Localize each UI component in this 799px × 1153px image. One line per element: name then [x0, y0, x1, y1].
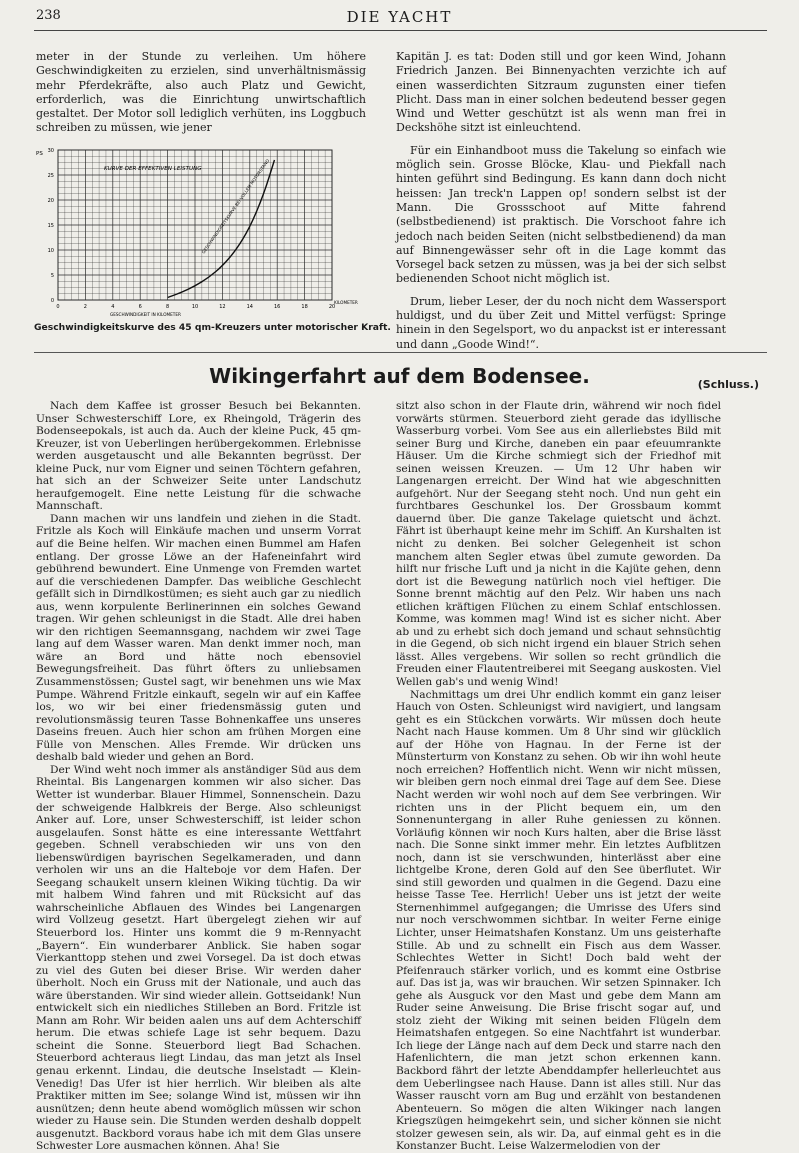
- article-title: Wikingerfahrt auf dem Bodensee.: [209, 364, 590, 388]
- x-tick-label: 8: [166, 304, 170, 310]
- speed-chart: [36, 140, 380, 320]
- x-tick-label: 14: [246, 304, 253, 310]
- speed-chart-svg: [36, 140, 380, 320]
- top-right-paragraph-3: Drum, lieber Leser, der du noch nicht dem Wassersport huldigst, und du über Zeit und Mittel verfügst: Springe hinein in den Segelsport, wo du anpackst ist er interessant und dann „Goode Wind!“.: [396, 294, 726, 351]
- header-rule: [34, 30, 767, 31]
- x-tick-label: 18: [301, 304, 308, 310]
- top-right-paragraph-1: Kapitän J. es tat: Doden still und gor keen Wind, Johann Friedrich Janzen. Bei Binnenyachten verzichte ich auf einen wasserdichten Sitzraum zugunsten einer tiefen Plicht. Dass man in einer solchen bedeutend besser gegen Wind und Wetter geschützt ist als wenn man frei in Deckshöhe sitzt ist einleuchtend.: [396, 50, 726, 135]
- x-tick-label: 6: [138, 304, 142, 310]
- page-number: 238: [36, 8, 61, 23]
- y-tick-label: 30: [47, 148, 54, 154]
- section-rule: [34, 352, 767, 353]
- x-axis-unit: KILOMETER: [334, 300, 358, 305]
- y-tick-label: 5: [50, 273, 54, 279]
- y-tick-label: 25: [47, 173, 54, 179]
- top-right-column: [396, 50, 726, 352]
- running-title: DIE YACHT: [346, 8, 453, 26]
- chart-grid: [58, 150, 332, 300]
- article-right-column: [396, 400, 721, 1153]
- article-left-column: [36, 400, 361, 1153]
- curve-label-2: GESCHWINDIGKEITSKURVE BEI VOLLEM MOTORSTAND: [200, 158, 271, 255]
- x-tick-label: 0: [56, 304, 60, 310]
- y-tick-label: 15: [47, 223, 54, 229]
- x-tick-label: 4: [111, 304, 115, 310]
- x-axis-label: GESCHWINDIGKEIT IN KILOMETER: [110, 312, 181, 317]
- article-paragraph: sitzt also schon in der Flaute drin, während wir noch fidel vorwärts stürmen. Steuerbord zieht gerade das idyllische Wasserburg vorbei. Vom See aus ein allerliebstes Bild mit seiner Burg und Kirche, daneben ein paar efeuumrankte Häuser. Um die Kirche schmiegt sich der Friedhof mit seinen weissen Kreuzen. — Um 12 Uhr haben wir Langenargen erreicht. Der Wind hat wie abgeschnitten aufgehört. Nur der Seegang steht noch. Und nun geht ein furchtbares Geschunkel los. Der Grossbaum kommt dauernd über. Die ganze Takelage quietscht und ächzt. Fährt ist überhaupt keine mehr im Schiff. An Kurshalten ist nicht zu denken. Bei solcher Gelegenheit ist schon manchem alten Segler etwas übel zumute geworden. Da hilft nur frische Luft und ja nicht in die Kajüte gehen, denn dort ist die Bewegung natürlich noch viel heftiger. Die Sonne brennt mächtig auf den Pelz. Wir haben uns nach etlichen kräftigen Flüchen zu einem Schlaf entschlossen. Komme, was kommen mag! Wind ist es sicher nicht. Aber ab und zu erhebt sich doch jemand und schaut sehnsüchtig in die Gegend, ob sich nicht irgend ein blauer Strich sehen lässt. Alles vergebens. Wir sollen so recht gründlich die Freuden einer Flautentreiberei mit Seegang auskosten. Viel Wellen gab's und wenig Wind!: [396, 400, 721, 689]
- x-tick-label: 2: [83, 304, 87, 310]
- chart-ticks: [48, 148, 336, 310]
- y-tick-label: 0: [50, 298, 54, 304]
- x-tick-label: 12: [219, 304, 226, 310]
- article-paragraph: Der Wind weht noch immer als anständiger Süd aus dem Rheintal. Bis Langenargen kommen wir also sicher. Das Wetter ist wunderbar. Blauer Himmel, Sonnenschein. Dazu der schweigende Halbkreis der Berge. Also schleunigst Anker auf. Lore, unser Schwesterschiff, ist leider schon ausgelaufen. Sonst hätte es eine interessante Wettfahrt gegeben. Schnell verabschieden wir uns von den liebenswürdigen bayrischen Segelkameraden, und dann verholen wir uns an die Halteboje vor dem Hafen. Der Seegang schaukelt unsern kleinen Wiking tüchtig. Da wir mit halbem Wind fahren und mit Rücksicht auf das wahrscheinliche Abflauen des Windes bei Langenargen wird Vollzeug gesetzt. Hart übergelegt ziehen wir auf Steuerbord los. Hinter uns kommt die 9 m-Rennyacht „Bayern“. Ein wunderbarer Anblick. Sie haben sogar Vierkanttopp stehen und zwei Vorsegel. Da ist doch etwas zu viel des Guten bei dieser Brise. Wir werden daher überholt. Noch ein Gruss mit der Nationale, und auch das wäre überstanden. Wir sind wieder allein. Gottseidank! Nun entwickelt sich ein niedliches Stilleben an Bord. Fritzle ist Mann am Rohr. Wir beiden aalen uns auf dem Achterschiff herum. Die etwas schiefe Lage ist sehr bequem. Dazu scheint die Sonne. Steuerbord liegt Bad Schachen. Steuerbord achteraus liegt Lindau, das man jetzt als Insel genau erkennt. Lindau, die deutsche Inselstadt — Klein-Venedig! Das Ufer ist hier herrlich. Wir bleiben als alte Praktiker mitten im See; solange Wind ist, müssen wir ihn ausnützen; denn heute abend womöglich müssen wir schon wieder zu Hause sein. Die Stunden werden deshalb doppelt ausgenutzt. Backbord voraus habe ich mit dem Glas unsere Schwester Lore ausmachen können. Aha! Sie: [36, 763, 361, 1153]
- chart-caption: [34, 322, 391, 333]
- x-tick-label: 16: [274, 304, 281, 310]
- article-paragraph: Nachmittags um drei Uhr endlich kommt ein ganz leiser Hauch von Osten. Schleunigst wird navigiert, und langsam geht es ein Stückchen vorwärts. Wir müssen doch heute Nacht nach Hause kommen. Um 8 Uhr sind wir glücklich auf der Höhe von Hagnau. In der Ferne ist der Münsterturm von Konstanz zu sehen. Ob wir ihn wohl heute noch erreichen? Hoffentlich nicht. Wenn wir nicht müssen, wir bleiben gern noch einmal drei Tage auf dem See. Diese Nacht werden wir wohl noch auf dem See verbringen. Wir richten uns in der Plicht bequem ein, um den Sonnenuntergang in aller Ruhe geniessen zu können. Vorläufig können wir noch Kurs halten, aber die Brise lässt nach. Die Sonne sinkt immer mehr. Ein letztes Aufblitzen noch, dann ist sie verschwunden, hinterlässt aber eine lichtgelbe Krone, deren Gold auf den See überflutet. Wir sind still geworden und qualmen in die Gegend. Dazu eine heisse Tasse Tee. Herrlich! Ueber uns ist jetzt der weite Sternenhimmel aufgegangen; die Umrisse des Ufers sind nur noch verschwommen sichtbar. In weiter Ferne einige Lichter, unser Heimatshafen Konstanz. Um uns geisterhafte Stille. Ab und zu schnellt ein Fisch aus dem Wasser. Schlechtes Wetter in Sicht! Doch bald weht der Pfeifenrauch stärker vorlich, und es kommt eine Ostbrise auf. Das ist ja, was wir brauchen. Wir setzen Spinnaker. Ich gehe als Ausguck vor den Mast und gebe dem Mann am Ruder seine Anweisung. Die Brise frischt sogar auf, und stolz zieht der Wiking mit seinen beiden Flügeln dem Heimatshafen entgegen. So eine Nachtfahrt ist wunderbar. Ich liege der Länge nach auf dem Deck und starre nach den Hafenlichtern, die man jetzt schon erkennen kann. Backbord fährt der letzte Abenddampfer hellerleuchtet aus dem Ueberlingsee nach Hause. Dann ist alles still. Nur das Wasser rauscht vorn am Bug und erzählt von bestandenen Abenteuern. So mögen die alten Wikinger nach langen Kriegszügen heimgekehrt sein, und sicher können sie nicht stolzer gewesen sein, als wir. Da, auf einmal geht es in die Konstanzer Bucht. Leise Walzermelodien von der: [396, 688, 721, 1153]
- x-tick-label: 10: [191, 304, 199, 310]
- article-continuation-note: (Schluss.): [697, 378, 759, 391]
- x-tick-label: 20: [328, 304, 336, 310]
- curve-label: KURVE DER EFFEKTIVEN LEISTUNG: [104, 166, 202, 172]
- article-paragraph: Nach dem Kaffee ist grosser Besuch bei Bekannten. Unser Schwesterschiff Lore, ex Rheingold, Trägerin des Bodenseepokals, ist auch da. Auch der kleine Puck, 45 qm-Kreuzer, ist von Ueberlingen herübergekommen. Erlebnisse werden ausgetauscht und alle Bekannten begrüsst. Der kleine Puck, nur vom Eigner und seinen Töchtern gefahren, hat sich an der Schweizer Seite unter Landschutz heraufgemogelt. Eine nette Leistung für die schwache Mannschaft.: [36, 400, 361, 513]
- y-tick-label: 10: [47, 248, 54, 254]
- top-left-column: [36, 50, 366, 136]
- y-axis-label: PS: [36, 151, 43, 157]
- article-paragraph: Dann machen wir uns landfein und ziehen in die Stadt. Fritzle als Koch will Einkäufe machen und unserm Vorrat auf die Beine helfen. Wir machen einen Bummel am Hafen entlang. Der grosse Löwe an der Hafeneinfahrt wird gebührend bewundert. Eine Unmenge von Fremden wartet auf die verschiedenen Dampfer. Das weibliche Geschlecht gefällt sich in Dirndlkostümen; es sieht auch gar zu niedlich aus, wenn korpulente Berlinerinnen ein solches Gewand tragen. Wir gehen schleunigst in die Stadt. Alle drei haben wir den richtigen Seemannsgang, nachdem wir zwei Tage lang auf dem Wasser waren. Man denkt immer noch, man wäre an Bord und hätte noch ebensoviel Bewegungsfreiheit. Das führt öfters zu unliebsamen Zusammenstössen; Gustel sagt, wir benehmen uns wie Max Pumpe. Während Fritzle einkauft, segeln wir auf ein Kaffee los, wo wir bei einer friedensmässig guten und revolutionsmässig teuren Tasse Bohnenkaffee uns unseres Daseins freuen. Auch hier schon am frühen Morgen eine Fülle von Menschen. Alles Fremde. Wir drücken uns deshalb bald wieder und gehen an Bord.: [36, 512, 361, 764]
- chart-caption-text: Geschwindigkeitskurve des 45 qm-Kreuzers unter motorischer Kraft.: [34, 322, 391, 333]
- top-right-paragraph-2: Für ein Einhandboot muss die Takelung so einfach wie möglich sein. Grosse Blöcke, Klau- und Piekfall nach hinten geführt sind Bedingung. Es kann dann doch nicht heissen: Jan treck'n Lappen op! sondern selbst ist der Mann. Die Grossschoot auf Mitte fahrend (selbstbedienend) ist praktisch. Die Vorschoot fahre ich jedoch nach beiden Seiten (nicht selbstbedienend) da man auf Binnengewässer sehr oft in die Lage kommt das Vorsegel back setzen zu müssen, was ja bei der sich selbst bedienenden Schoot nicht möglich ist.: [396, 143, 726, 286]
- y-tick-label: 20: [47, 198, 54, 204]
- top-left-paragraph: meter in der Stunde zu verleihen. Um höhere Geschwindigkeiten zu erzielen, sind unverhältnismässig mehr Pferdekräfte, also auch Platz und Gewicht, erforderlich, was die Einrichtung unwirtschaftlich gestaltet. Der Motor soll lediglich verhüten, ins Loggbuch schreiben zu müssen, wie jener: [36, 50, 366, 135]
